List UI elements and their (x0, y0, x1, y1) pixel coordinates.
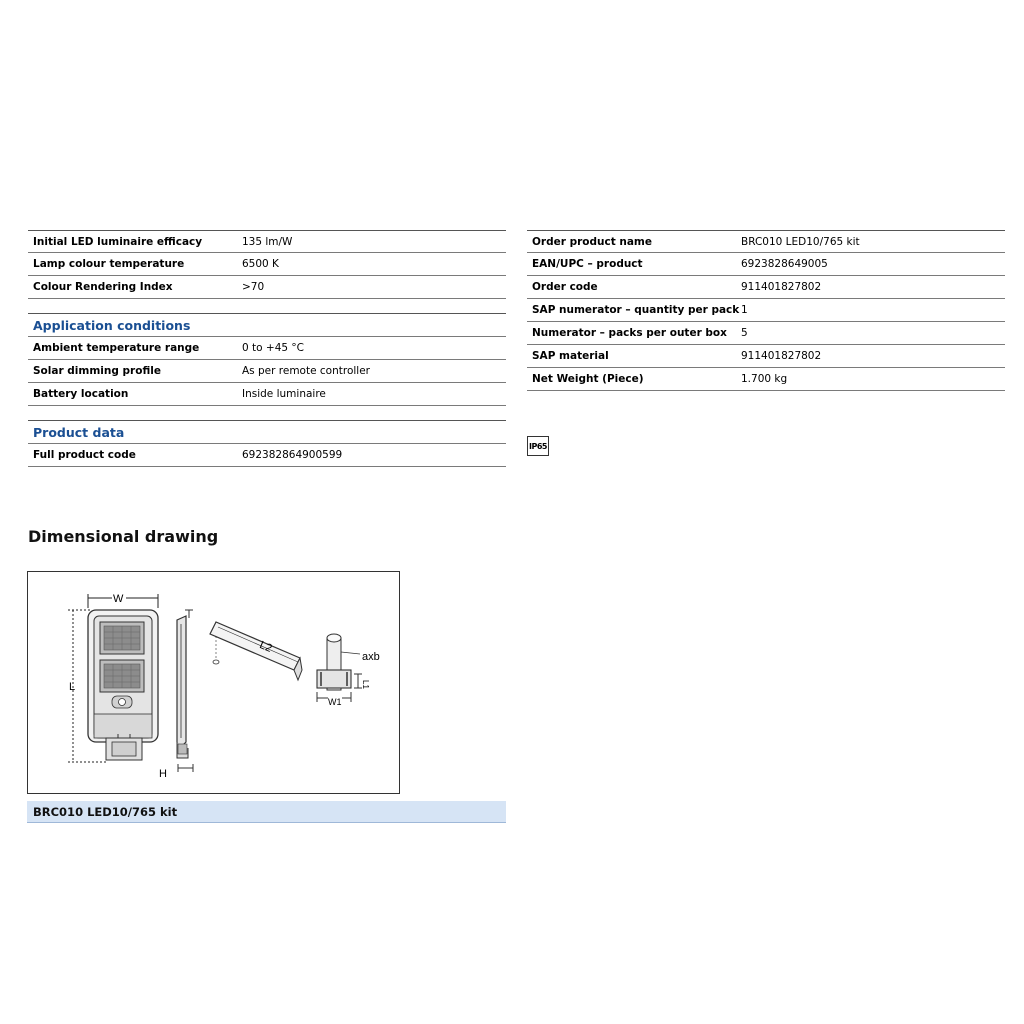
section-title-application-conditions: Application conditions (28, 313, 506, 337)
spec-value: 6923828649005 (741, 258, 828, 270)
spec-value: BRC010 LED10/765 kit (741, 235, 860, 248)
spec-row-sap-numerator (527, 299, 1005, 322)
spec-row-battery-location (28, 383, 506, 406)
luminaire-side-view (177, 610, 193, 772)
spec-row-packs-per-outer-box (527, 322, 1005, 345)
label-l2: L2 (257, 639, 274, 655)
spec-label: Ambient temperature range (33, 342, 200, 354)
spec-row-net-weight (527, 368, 1005, 391)
spec-value: 6500 K (242, 258, 279, 270)
spec-row-order-code (527, 276, 1005, 299)
spec-label: Colour Rendering Index (33, 281, 173, 293)
spec-value: 911401827802 (741, 281, 822, 293)
spec-row-ean-upc (527, 253, 1005, 276)
spec-value: 692382864900599 (242, 449, 343, 461)
spec-label: Battery location (33, 388, 129, 400)
label-l: L (69, 681, 76, 693)
spec-label: Solar dimming profile (33, 365, 161, 377)
spec-value: 1.700 kg (741, 373, 788, 385)
luminaire-drawing-svg (28, 572, 401, 795)
spec-label: Full product code (33, 449, 136, 461)
spec-value: >70 (242, 281, 265, 293)
spec-label: SAP material (532, 350, 609, 362)
spec-row-sap-material (527, 345, 1005, 368)
spec-value: 135 lm/W (242, 235, 293, 248)
left-spec-table (28, 230, 506, 467)
spec-row-colour-temperature (28, 253, 506, 276)
pole-clamp-view (317, 634, 362, 702)
label-l1: L1 (361, 680, 370, 689)
mounting-arm (210, 622, 302, 680)
spec-label: EAN/UPC – product (532, 258, 643, 270)
spec-label: Net Weight (Piece) (532, 373, 644, 385)
spec-value: 0 to +45 °C (242, 342, 304, 354)
spec-value: 911401827802 (741, 350, 822, 362)
spec-row-solar-dimming (28, 360, 506, 383)
ip65-icon: IP65 (527, 436, 549, 456)
spec-value: Inside luminaire (242, 388, 326, 400)
label-w: W (113, 593, 124, 605)
label-h: H (159, 768, 167, 780)
spec-label: Lamp colour temperature (33, 258, 185, 270)
right-spec-table (527, 230, 1005, 391)
spec-label: Initial LED luminaire efficacy (33, 235, 203, 248)
drawing-caption: BRC010 LED10/765 kit (27, 801, 506, 823)
spec-label: Numerator – packs per outer box (532, 327, 727, 339)
spec-value: 5 (741, 327, 748, 339)
luminaire-front-view (88, 610, 158, 760)
spec-row-ambient-temperature (28, 337, 506, 360)
spec-row-full-product-code (28, 444, 506, 467)
spec-label: SAP numerator – quantity per pack (532, 304, 740, 316)
spec-row-order-product-name (527, 230, 1005, 253)
dimensional-drawing-heading: Dimensional drawing (28, 527, 219, 546)
spec-label: Order code (532, 281, 598, 293)
spec-value: 1 (741, 304, 748, 316)
section-title-product-data: Product data (28, 420, 506, 444)
dimensional-drawing (27, 571, 400, 794)
spec-row-cri (28, 276, 506, 299)
spec-label: Order product name (532, 235, 652, 248)
spec-value: As per remote controller (242, 365, 370, 377)
spec-row-efficacy (28, 230, 506, 253)
label-axb: axb (362, 651, 380, 663)
label-w1: W1 (328, 697, 342, 707)
